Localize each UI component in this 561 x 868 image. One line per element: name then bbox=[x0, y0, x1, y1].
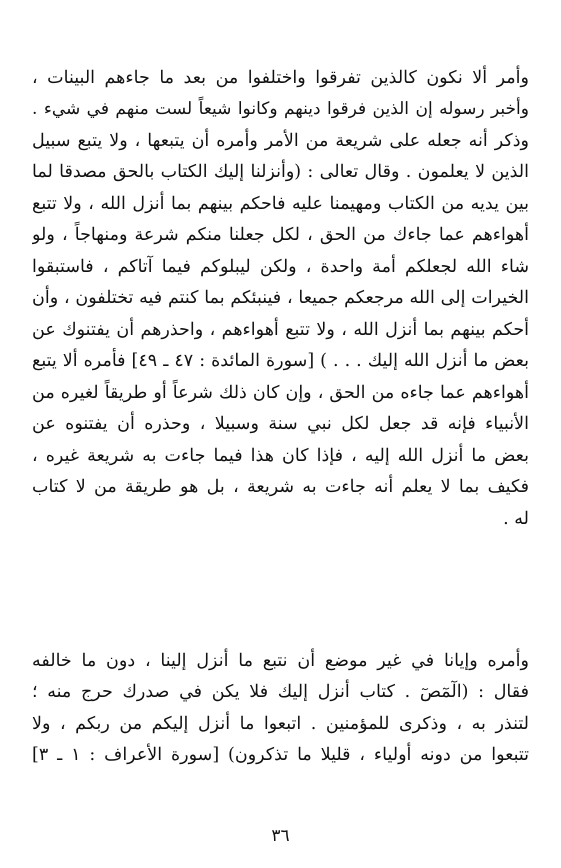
text-line: بين يديه من الكتاب ومهيمنا عليه فاحكم بينهم بما أنزل الله ، ولا تتبع bbox=[32, 194, 529, 214]
text-line: الذين لا يعلمون . وقال تعالى : (وأنزلنا إليك الكتاب بالحق مصدقا لما bbox=[32, 162, 529, 182]
page-number: ٣٦ bbox=[271, 826, 290, 846]
text-line: أهواءهم عما جاءك من الحق ، لكل جعلنا منكم شرعة ومنهاجاً ، ولو bbox=[32, 225, 529, 245]
text-line: شاء الله لجعلكم أمة واحدة ، ولكن ليبلوكم فيما آتاكم ، فاستبقوا bbox=[32, 257, 529, 277]
text-line: فكيف بما لا يعلم أنه جاءت به شريعة ، بل هو طريقة من لا كتاب bbox=[32, 477, 529, 497]
text-line: أهواءهم عما جاءه من الحق ، وإن كان ذلك شرعاً أو طريقاً لغيره من bbox=[32, 383, 529, 403]
text-line: الأنبياء فإنه قد جعل لكل نبي سنة وسبيلا ، وحذره أن يفتنوه عن bbox=[32, 414, 529, 434]
text-line: بعض ما أنزل الله إليه ، فإذا كان هذا فيما جاءت به شريعة غيره ، bbox=[32, 446, 529, 466]
text-line: الخيرات إلى الله مرجعكم جميعا ، فينبئكم بما كنتم فيه تختلفون ، وأن bbox=[32, 288, 529, 308]
text-line: وأخبر رسوله إن الذين فرقوا دينهم وكانوا شيعاً لست منهم في شيء . bbox=[32, 99, 529, 119]
text-line: فقال : (الٓمٓصٓ . كتاب أنزل إليك فلا يكن في صدرك حرج منه ؛ bbox=[32, 682, 529, 702]
text-line: وذكر أنه جعله على شريعة من الأمر وأمره أن يتبعها ، ولا يتبع سبيل bbox=[32, 131, 529, 151]
text-line: لتنذر به ، وذكرى للمؤمنين . اتبعوا ما أنزل إليكم من ربكم ، ولا bbox=[32, 714, 529, 734]
text-line: بعض ما أنزل الله إليك . . . ) [سورة المائدة : ٤٧ ـ ٤٩] فأمره ألا يتبع bbox=[32, 351, 529, 371]
text-line: وأمره وإيانا في غير موضع أن نتبع ما أنزل إلينا ، دون ما خالفه bbox=[32, 651, 529, 671]
text-line: تتبعوا من دونه أولياء ، قليلا ما تذكرون) [سورة الأعراف : ١ ـ ٣] bbox=[32, 745, 529, 765]
text-line: أحكم بينهم بما أنزل الله ، ولا تتبع أهواءهم ، واحذرهم أن يفتنوك عن bbox=[32, 320, 529, 340]
text-line: وأمر ألا نكون كالذين تفرقوا واختلفوا من بعد ما جاءهم البينات ، bbox=[32, 68, 529, 88]
text-line: له . bbox=[503, 509, 529, 529]
